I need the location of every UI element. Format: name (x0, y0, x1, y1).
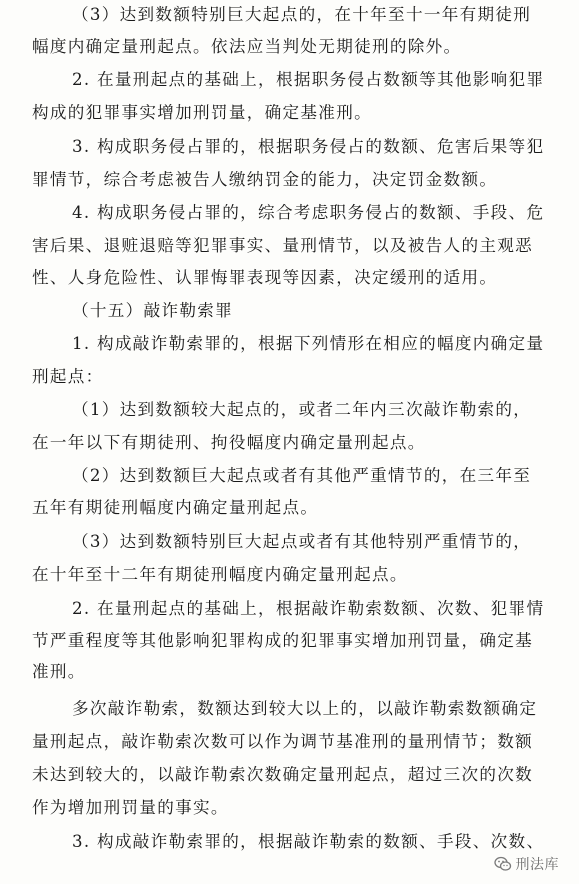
text-line-4: 构成的犯罪事实增加刑罚量，确定基准刑。 (32, 103, 372, 122)
text-line-3: 2. 在量刑起点的基础上，根据职务侵占数额等其他影响犯罪 (72, 70, 545, 89)
text-line-11: 1. 构成敲诈勒索罪的，根据下列情形在相应的幅度内确定量 (72, 334, 545, 353)
text-line-8: 害后果、退赃退赔等犯罪事实、量刑情节，以及被告人的主观恶 (32, 236, 534, 255)
text-line-18: 在十年至十二年有期徒刑幅度内确定量刑起点。 (32, 565, 408, 584)
text-line-13: （1）达到数额较大起点的，或者二年内三次敲诈勒索的， (72, 400, 532, 419)
text-line-21: 准刑。 (32, 662, 86, 681)
text-line-9: 性、人身危险性、认罪悔罪表现等因素，决定缓刑的适用。 (32, 268, 498, 287)
text-line-23: 量刑起点，敲诈勒索次数可以作为调节基准刑的量刑情节；数额 (32, 732, 534, 751)
text-line-25: 作为增加刑罚量的事实。 (32, 798, 229, 817)
text-line-24: 未达到较大的，以敲诈勒索次数确定量刑起点，超过三次的次数 (32, 765, 534, 784)
text-line-2: 幅度内确定量刑起点。依法应当判处无期徒刑的除外。 (32, 37, 462, 56)
text-line-14: 在一年以下有期徒刑、拘役幅度内确定量刑起点。 (32, 433, 426, 452)
section-heading: （十五）敲诈勒索罪 (72, 301, 234, 320)
text-line-7: 4. 构成职务侵占罪的，综合考虑职务侵占的数额、手段、危 (72, 203, 545, 222)
text-line-20: 节严重程度等其他影响犯罪构成的犯罪事实增加刑罚量，确定基 (32, 631, 534, 650)
watermark (494, 854, 560, 874)
text-line-5: 3. 构成职务侵占罪的，根据职务侵占的数额、危害后果等犯 (72, 137, 545, 156)
watermark-text: 刑法库 (515, 857, 559, 873)
text-line-26: 3. 构成敲诈勒索罪的，根据敲诈勒索的数额、手段、次数、 (72, 832, 545, 851)
text-line-6: 罪情节，综合考虑被告人缴纳罚金的能力，决定罚金数额。 (32, 170, 498, 189)
text-line-22: 多次敲诈勒索，数额达到较大以上的，以敲诈勒索数额确定 (72, 699, 538, 718)
text-line-16: 五年有期徒刑幅度内确定量刑起点。 (32, 498, 319, 517)
text-line-19: 2. 在量刑起点的基础上，根据敲诈勒索数额、次数、犯罪情 (72, 599, 545, 618)
text-line-17: （3）达到数额特别巨大起点或者有其他特别严重情节的， (72, 532, 532, 551)
wechat-icon (494, 855, 512, 873)
text-line-1: （3）达到数额特别巨大起点的，在十年至十一年有期徒刑 (72, 5, 532, 24)
text-line-15: （2）达到数额巨大起点或者有其他严重情节的，在三年至 (72, 466, 532, 485)
text-line-12: 刑起点： (32, 367, 104, 386)
